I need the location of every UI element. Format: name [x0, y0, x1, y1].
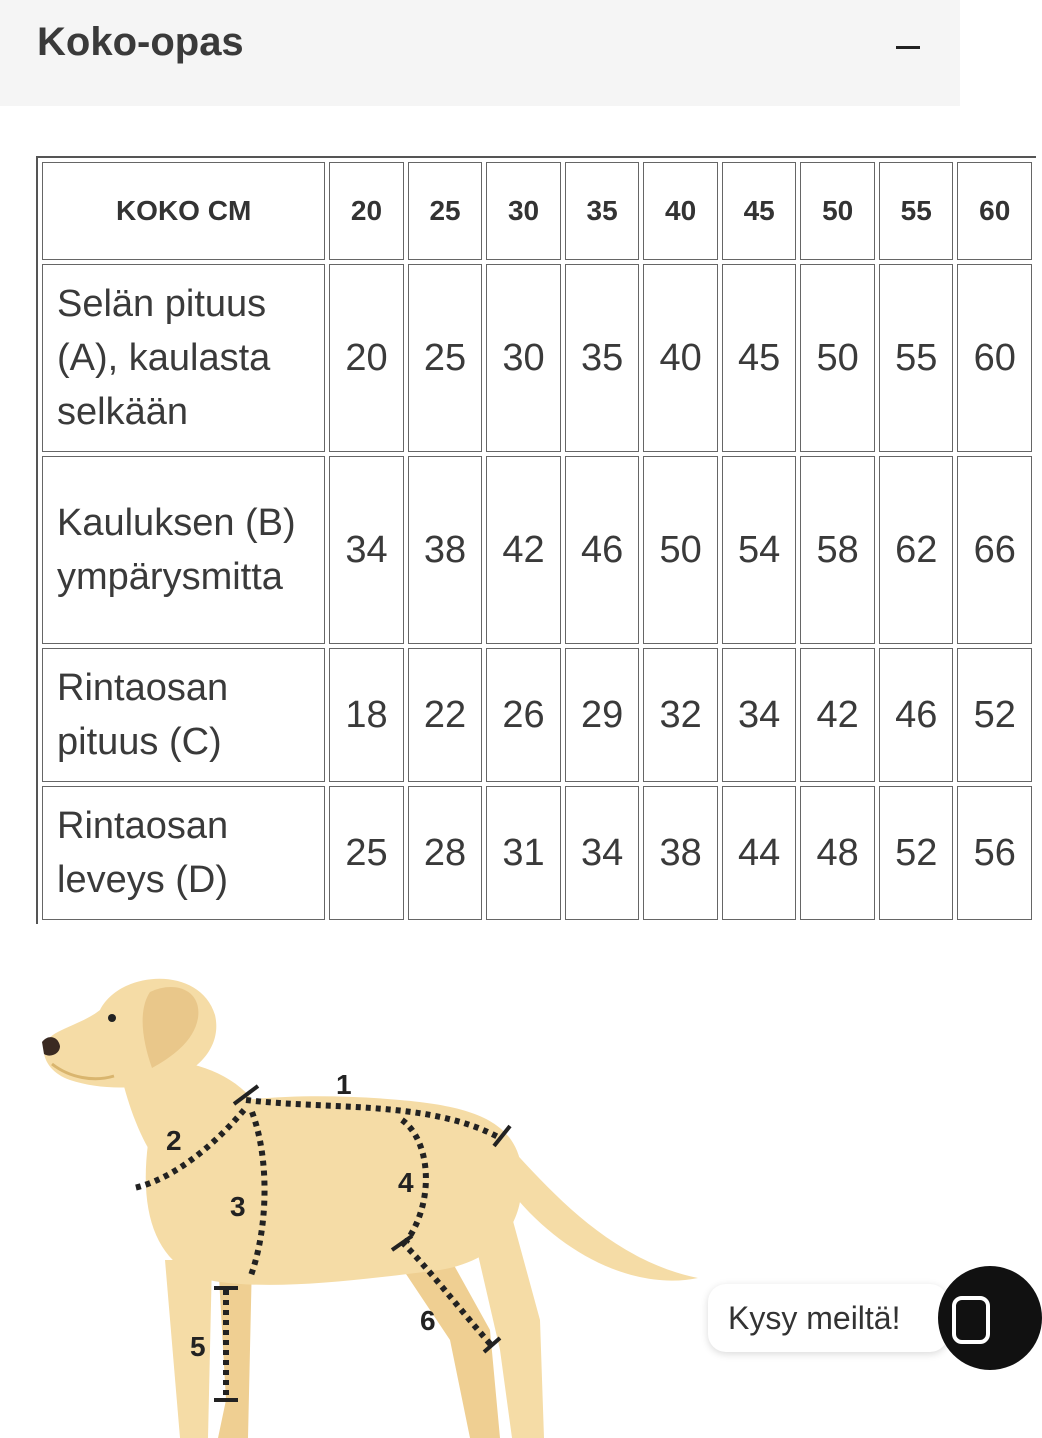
size-table — [36, 156, 1036, 924]
table-cell: 25 — [329, 786, 404, 920]
table-cell: 42 — [486, 456, 561, 644]
table-cell: 50 — [643, 456, 718, 644]
measure-number: 1 — [336, 1069, 352, 1100]
table-cell: 34 — [565, 786, 640, 920]
table-cell: 35 — [565, 264, 640, 452]
table-cell: 54 — [722, 456, 797, 644]
size-header-cell: 45 — [722, 162, 797, 260]
table-cell: 28 — [408, 786, 483, 920]
size-header-cell: 50 — [800, 162, 875, 260]
table-cell: 50 — [800, 264, 875, 452]
table-cell: 18 — [329, 648, 404, 782]
minus-icon[interactable] — [896, 46, 920, 49]
size-header-cell: 30 — [486, 162, 561, 260]
table-cell: 52 — [879, 786, 954, 920]
table-cell: 38 — [643, 786, 718, 920]
measure-number: 5 — [190, 1331, 206, 1362]
size-header-cell: 60 — [957, 162, 1032, 260]
table-cell: 52 — [957, 648, 1032, 782]
table-cell: 38 — [408, 456, 483, 644]
size-header-cell: 20 — [329, 162, 404, 260]
dog-measurement-diagram — [30, 960, 730, 1438]
size-guide-title: Koko-opas — [37, 20, 244, 64]
table-cell: 58 — [800, 456, 875, 644]
table-cell: 46 — [565, 456, 640, 644]
table-cell: 40 — [643, 264, 718, 452]
table-row — [42, 456, 1032, 644]
table-cell: 66 — [957, 456, 1032, 644]
table-cell: 56 — [957, 786, 1032, 920]
table-cell: 29 — [565, 648, 640, 782]
table-cell: 30 — [486, 264, 561, 452]
measure-number: 3 — [230, 1191, 246, 1222]
row-label: Kauluksen (B) ympärysmitta — [42, 456, 325, 644]
size-guide-header[interactable] — [0, 0, 960, 106]
chat-button[interactable] — [938, 1266, 1042, 1370]
size-header-cell: 40 — [643, 162, 718, 260]
measure-number: 6 — [420, 1305, 436, 1336]
table-cell: 26 — [486, 648, 561, 782]
table-row — [42, 264, 1032, 452]
dog-illustration — [42, 979, 698, 1438]
chat-prompt-bubble[interactable]: Kysy meiltä! — [708, 1284, 948, 1352]
table-cell: 25 — [408, 264, 483, 452]
table-header-row — [42, 162, 1032, 260]
table-cell: 48 — [800, 786, 875, 920]
table-cell: 55 — [879, 264, 954, 452]
measure-number: 2 — [166, 1125, 182, 1156]
table-cell: 44 — [722, 786, 797, 920]
table-cell: 31 — [486, 786, 561, 920]
size-table-container[interactable] — [36, 156, 1016, 926]
row-label: Rintaosan pituus (C) — [42, 648, 325, 782]
table-cell: 45 — [722, 264, 797, 452]
size-header-label: KOKO CM — [42, 162, 325, 260]
table-cell: 22 — [408, 648, 483, 782]
table-cell: 34 — [329, 456, 404, 644]
table-cell: 62 — [879, 456, 954, 644]
table-row — [42, 648, 1032, 782]
size-header-cell: 25 — [408, 162, 483, 260]
size-header-cell: 35 — [565, 162, 640, 260]
table-cell: 60 — [957, 264, 1032, 452]
row-label: Selän pituus (A), kaulasta selkään — [42, 264, 325, 452]
row-label: Rintaosan leveys (D) — [42, 786, 325, 920]
table-cell: 32 — [643, 648, 718, 782]
table-cell: 46 — [879, 648, 954, 782]
measure-number: 4 — [398, 1167, 414, 1198]
table-cell: 42 — [800, 648, 875, 782]
table-cell: 20 — [329, 264, 404, 452]
table-cell: 34 — [722, 648, 797, 782]
size-header-cell: 55 — [879, 162, 954, 260]
chat-icon — [952, 1296, 990, 1344]
table-row — [42, 786, 1032, 920]
